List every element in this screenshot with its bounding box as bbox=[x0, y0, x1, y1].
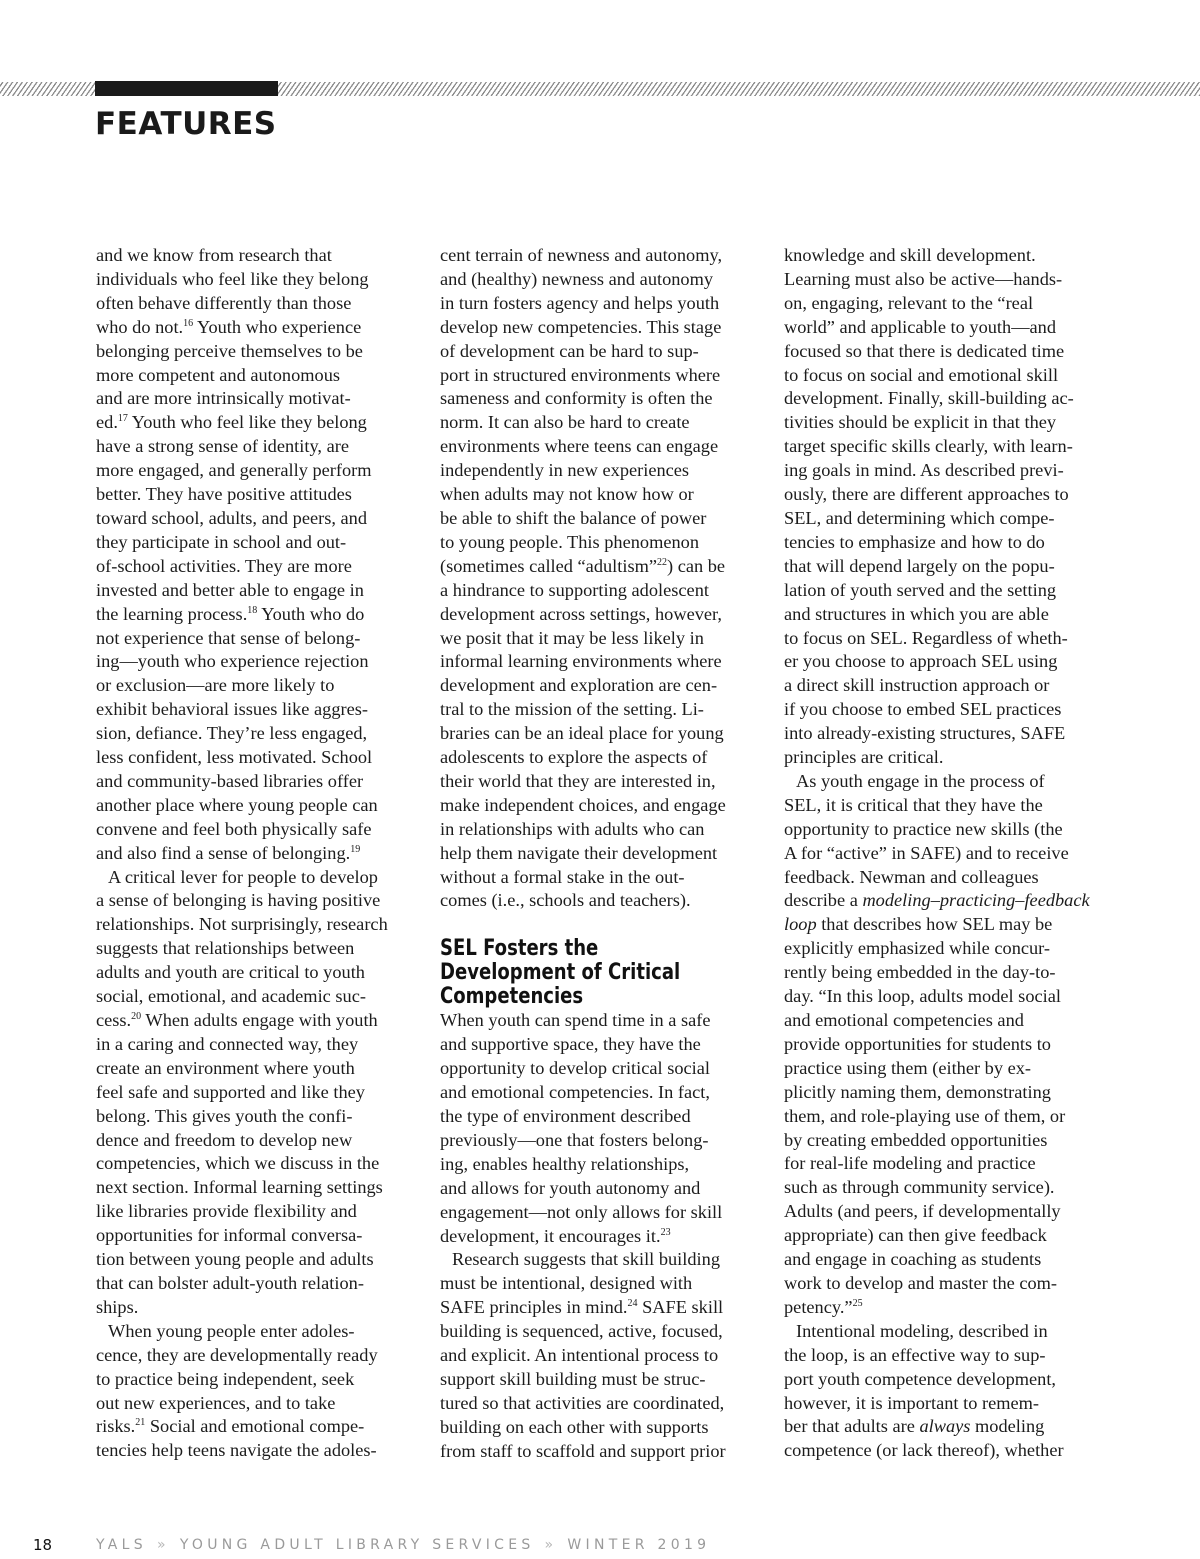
paragraph: As youth engage in the process of SEL, it is critical that they have the opportunity to practice new skills (the A for “active” in SAFE) and to receive feedback. Newman and colleagues describe a modeling–practicing–feedback loop that describes how SEL may be explicitly emphasized while concur- rently being embedded in the day-to- day. “In this loop, adults model social and emotional competencies and provide opportunities for students to practice using them (either by ex- plicitly naming them, demonstrating them, and role-playing use of them, or by creating embedded opportunities for real-life modeling and practice such as through community service). Adults (and peers, if developmentally appropriate) can then give feedback and engage in coaching as students work to develop and master the com- petency.”$^{25}$ bbox=[784, 770, 1090, 1317]
running-footer bbox=[96, 1537, 710, 1553]
page-number: 18 bbox=[33, 1536, 53, 1554]
paragraph: cent terrain of newness and autonomy, and (healthy) newness and autonomy in turn fosters agency and helps youth develop new competencies. This stage of development can be hard to sup- port in structured environments where sameness and conformity is often the norm. It can also be hard to create environments where teens can engage independently in new experiences when adults may not know how or be able to shift the balance of power to young people. This phenomenon (sometimes called “adultism”$^{22}$) can be a hindrance to supporting adolescent development across settings, however, we posit that it may be less likely in informal learning environments where development and exploration are cen- tral to the mission of the setting. Li- braries can be an ideal place for young adolescents to explore the aspects of their world that they are interested in, make independent choices, and engage in relationships with adults who can help them navigate their development without a formal stake in the out- comes (i.e., schools and teachers). bbox=[440, 245, 726, 911]
footnote-ref: 21 bbox=[135, 1417, 146, 1429]
paragraph: When youth can spend time in a safe and supportive space, they have the opportunity to develop critical social and emotional competencies. In fact, the type of environment described previously—one that fosters belong- ing, enables healthy relationships, and allows for youth autonomy and engagement—not only allows for skill development, it encourages it.$^{23}$ bbox=[440, 1010, 723, 1246]
paragraph: A critical lever for people to develop a sense of belonging is having positive relationships. Not surprisingly, research suggests that relationships between adults and youth are critical to youth social, emotional, and academic suc- cess.$^{20}$ When adults engage with youth in a caring and connected way, they create an environment where youth feel safe and supported and like they belong. This gives youth the confi- dence and freedom to develop new competencies, which we discuss in the next section. Informal learning settings like libraries provide flexibility and opportunities for informal conversa- tion between young people and adults that can bolster adult-youth relation- ships. bbox=[96, 866, 388, 1317]
header-black-bar bbox=[95, 81, 278, 96]
section-heading: SEL Fosters the Development of Critical Competencies bbox=[440, 936, 681, 1010]
footnote-ref: 25 bbox=[852, 1297, 863, 1309]
italic-term: modeling–practicing–feedback bbox=[862, 890, 1090, 911]
separator-glyph: » bbox=[544, 1537, 558, 1553]
footnote-ref: 23 bbox=[660, 1226, 671, 1238]
footnote-ref: 22 bbox=[657, 556, 667, 568]
italic-term: always bbox=[919, 1416, 971, 1437]
publication-title: YOUNG ADULT LIBRARY SERVICES bbox=[179, 1537, 535, 1553]
paragraph: Intentional modeling, described in the loop, is an effective way to sup- port youth competence development, however, it is important to remem- ber that adults are always modeling competence (or lack thereof), whether bbox=[784, 1320, 1064, 1461]
footnote-ref: 19 bbox=[350, 843, 361, 855]
section-label: FEATURES bbox=[95, 106, 277, 142]
paragraph: knowledge and skill development. Learning must also be active—hands- on, engaging, relevant to the “real world” and applicable to youth—and focused so that there is dedicated time to focus on social and emotional skill development. Finally, skill-building ac- tivities should be explicit in that they target specific skills clearly, with learn- ing goals in mind. As described previ- ously, there are different approaches to SEL, and determining which compe- tencies to emphasize and how to do that will depend largely on the popu- lation of youth served and the setting and structures in which you are able to focus on SEL. Regardless of wheth- er you choose to approach SEL using a direct skill instruction approach or if you choose to embed SEL practices into already-existing structures, SAFE principles are critical. bbox=[784, 245, 1074, 768]
paragraph: and we know from research that individuals who feel like they belong often behave differently than those who do not.$^{16}$ Youth who experience belonging perceive themselves to be more competent and autonomous and are more intrinsically motivat- ed.$^{17}$ Youth who feel like they belong have a strong sense of identity, are more engaged, and generally perform better. They have positive attitudes toward school, adults, and peers, and they participate in school and out- of-school activities. They are more invested and better able to engage in the learning process.$^{18}$ Youth who do not experience that sense of belong- ing—youth who experience rejection or exclusion—are more likely to exhibit behavioral issues like aggres- sion, defiance. They’re less engaged, less confident, less motivated. School and community-based libraries offer another place where young people can convene and feel both physically safe and also find a sense of belonging.$^{19}$ bbox=[96, 245, 378, 863]
footnote-ref: 16 bbox=[183, 317, 194, 329]
footnote-ref: 20 bbox=[131, 1011, 142, 1022]
publication-abbrev: YALS bbox=[96, 1537, 147, 1553]
footnote-ref: 18 bbox=[247, 604, 258, 616]
separator-glyph: » bbox=[156, 1537, 170, 1553]
footnote-ref: 17 bbox=[117, 413, 128, 425]
text-column-1 bbox=[96, 244, 422, 1463]
italic-term: loop bbox=[784, 914, 817, 935]
issue-date: WINTER 2019 bbox=[567, 1537, 711, 1553]
footnote-ref: 24 bbox=[627, 1298, 638, 1310]
text-column-2 bbox=[440, 244, 766, 1464]
text-column-3 bbox=[784, 244, 1110, 1463]
paragraph: Research suggests that skill building must be intentional, designed with SAFE principles in mind.$^{24}$ SAFE skill building is sequenced, active, focused, and explicit. An intentional process to support skill building must be struc- tured so that activities are coordinated, building on each other with supports from staff to scaffold and support prior bbox=[440, 1249, 726, 1461]
paragraph: When young people enter adoles- cence, they are developmentally ready to practice being independent, seek out new experiences, and to take risks.$^{21}$ Social and emotional compe- tencies help teens navigate the adoles- bbox=[96, 1320, 378, 1461]
page-footer bbox=[0, 1536, 1200, 1556]
